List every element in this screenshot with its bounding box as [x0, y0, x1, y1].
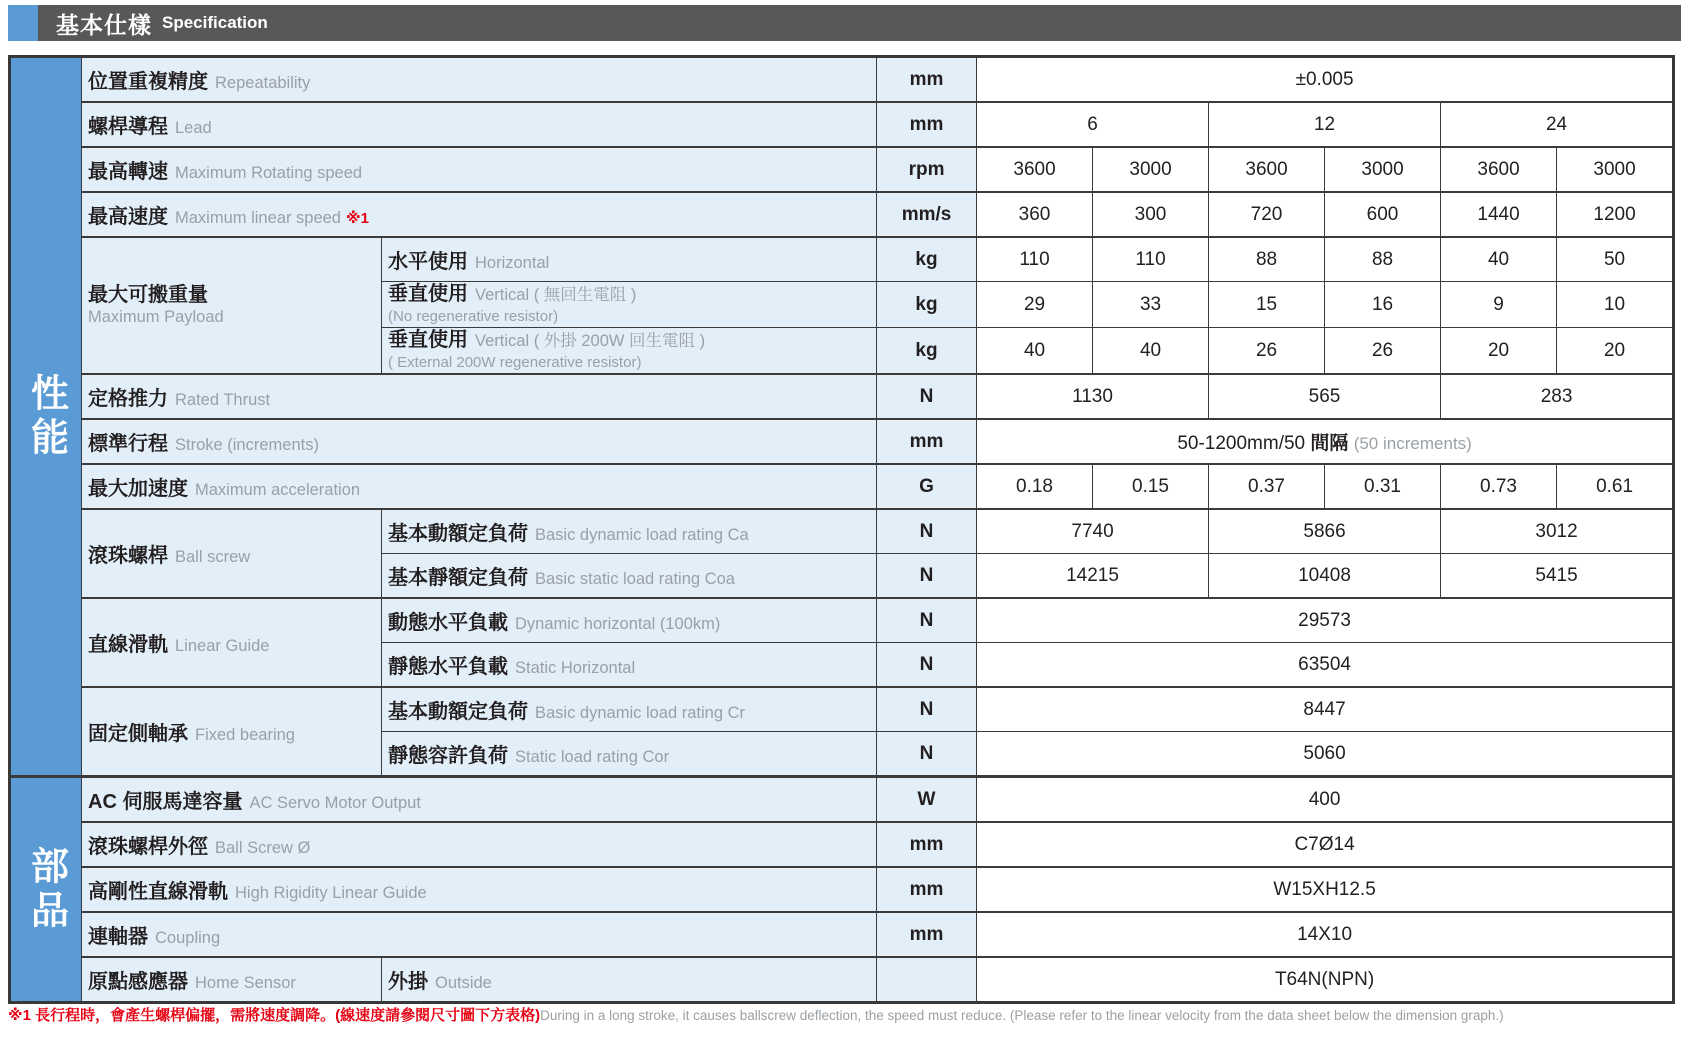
value-cell: 12: [1209, 102, 1441, 147]
row-label-max-payload: 最大可搬重量 Maximum Payload: [82, 237, 382, 374]
table-row: [10, 419, 1674, 464]
value-cell: 14215: [977, 554, 1209, 599]
value-cell: 50: [1557, 237, 1674, 282]
value-cell: 5866: [1209, 509, 1441, 554]
value-cell: 29: [977, 282, 1093, 328]
specification-table: [8, 55, 1675, 1004]
row-label-max-linear-speed: 最高速度 Maximum linear speed ※1: [82, 192, 877, 237]
subrow-label-horizontal: 水平使用 Horizontal: [382, 237, 877, 282]
row-label-fixed-bearing: 固定側軸承 Fixed bearing: [82, 687, 382, 777]
table-row: [10, 822, 1674, 867]
value-cell: 8447: [977, 687, 1674, 732]
value-cell: C7Ø14: [977, 822, 1674, 867]
row-label-lead: 螺桿導程 Lead: [82, 102, 877, 147]
unit-cell: mm/s: [877, 192, 977, 237]
unit-cell: [877, 957, 977, 1003]
footnote-text-zh: ※1 長行程時，會產生螺桿偏擺，需將速度調降。(線速度請參閱尺寸圖下方表格): [8, 1007, 541, 1024]
value-cell: 3600: [977, 147, 1093, 192]
unit-cell: mm: [877, 867, 977, 912]
unit-cell: W: [877, 777, 977, 823]
page-title-zh: 基本仕樣: [56, 11, 152, 38]
unit-cell: N: [877, 374, 977, 419]
value-cell: 50-1200mm/50 間隔 (50 increments): [977, 419, 1674, 464]
value-cell: 400: [977, 777, 1674, 823]
value-cell: 720: [1209, 192, 1325, 237]
value-cell: 9: [1441, 282, 1557, 328]
value-cell: ±0.005: [977, 57, 1674, 103]
subrow-label-vertical-ext-regen: 垂直使用 Vertical ( 外掛 200W 回生電阻 ) ( External 200W regenerative resistor): [382, 328, 877, 375]
row-label-rated-thrust: 定格推力 Rated Thrust: [82, 374, 877, 419]
value-cell: 3000: [1557, 147, 1674, 192]
footnote: [8, 1004, 1673, 1025]
value-cell: 10: [1557, 282, 1674, 328]
table-row: [10, 464, 1674, 509]
row-label-max-rotating-speed: 最高轉速 Maximum Rotating speed: [82, 147, 877, 192]
unit-cell: N: [877, 732, 977, 777]
value-cell: 110: [977, 237, 1093, 282]
row-label-max-acceleration: 最大加速度 Maximum acceleration: [82, 464, 877, 509]
value-cell: 40: [977, 328, 1093, 375]
title-band: [38, 5, 1681, 41]
value-cell: 3012: [1441, 509, 1674, 554]
unit-cell: mm: [877, 102, 977, 147]
unit-cell: kg: [877, 282, 977, 328]
row-label-ball-screw: 滾珠螺桿 Ball screw: [82, 509, 382, 598]
row-label-stroke: 標準行程 Stroke (increments): [82, 419, 877, 464]
value-cell: 360: [977, 192, 1093, 237]
row-label-repeatability: 位置重複精度 Repeatability: [82, 57, 877, 103]
value-cell: 26: [1325, 328, 1441, 375]
value-cell: 10408: [1209, 554, 1441, 599]
unit-cell: mm: [877, 57, 977, 103]
unit-cell: N: [877, 643, 977, 688]
value-cell: 29573: [977, 598, 1674, 643]
value-cell: 63504: [977, 643, 1674, 688]
value-cell: 0.61: [1557, 464, 1674, 509]
unit-cell: mm: [877, 822, 977, 867]
section-performance: 性能: [10, 57, 82, 777]
subrow-label-static-load-coa: 基本靜額定負荷 Basic static load rating Coa: [382, 554, 877, 599]
title-bar: [0, 5, 1681, 41]
value-cell: 16: [1325, 282, 1441, 328]
value-cell: 6: [977, 102, 1209, 147]
section-parts: 部品: [10, 777, 82, 1003]
subrow-label-dynamic-load-cr: 基本動額定負荷 Basic dynamic load rating Cr: [382, 687, 877, 732]
value-cell: 5060: [977, 732, 1674, 777]
subrow-label-dynamic-load-ca: 基本動額定負荷 Basic dynamic load rating Ca: [382, 509, 877, 554]
row-label-ball-screw-od: 滾珠螺桿外徑 Ball Screw Ø: [82, 822, 877, 867]
table-row: [10, 598, 1674, 643]
table-row: [10, 374, 1674, 419]
unit-cell: kg: [877, 328, 977, 375]
value-cell: 3000: [1325, 147, 1441, 192]
value-cell: 110: [1093, 237, 1209, 282]
footnote-marker: ※1: [345, 210, 369, 227]
page-title-en: Specification: [162, 13, 268, 32]
table-row: [10, 192, 1674, 237]
value-cell: 88: [1209, 237, 1325, 282]
value-cell: T64N(NPN): [977, 957, 1674, 1003]
table-row: [10, 57, 1674, 103]
subrow-label-outside: 外掛 Outside: [382, 957, 877, 1003]
row-label-home-sensor: 原點感應器 Home Sensor: [82, 957, 382, 1003]
value-cell: 600: [1325, 192, 1441, 237]
value-cell: 1130: [977, 374, 1209, 419]
value-cell: 26: [1209, 328, 1325, 375]
value-cell: 33: [1093, 282, 1209, 328]
table-row: [10, 957, 1674, 1003]
table-row: [10, 147, 1674, 192]
value-cell: 20: [1557, 328, 1674, 375]
table-row: [10, 867, 1674, 912]
row-label-coupling: 連軸器 Coupling: [82, 912, 877, 957]
unit-cell: N: [877, 509, 977, 554]
value-cell: 0.73: [1441, 464, 1557, 509]
subrow-label-static-horizontal: 靜態水平負載 Static Horizontal: [382, 643, 877, 688]
value-cell: 0.18: [977, 464, 1093, 509]
unit-cell: mm: [877, 912, 977, 957]
value-cell: 24: [1441, 102, 1674, 147]
value-cell: 3600: [1441, 147, 1557, 192]
value-cell: 0.31: [1325, 464, 1441, 509]
subrow-label-static-load-cor: 靜態容許負荷 Static load rating Cor: [382, 732, 877, 777]
table-row: [10, 509, 1674, 554]
footnote-text-en: During in a long stroke, it causes ballscrew deflection, the speed must reduce. (Please refer to the linear velocity from the data sheet below the dimension graph.): [540, 1008, 1504, 1023]
row-label-servo-output: AC 伺服馬達容量 AC Servo Motor Output: [82, 777, 877, 823]
value-cell: 565: [1209, 374, 1441, 419]
table-row: [10, 102, 1674, 147]
row-label-rigidity-guide: 高剛性直線滑軌 High Rigidity Linear Guide: [82, 867, 877, 912]
row-label-linear-guide: 直線滑軌 Linear Guide: [82, 598, 382, 687]
unit-cell: N: [877, 687, 977, 732]
value-cell: 7740: [977, 509, 1209, 554]
value-cell: 0.37: [1209, 464, 1325, 509]
value-cell: W15XH12.5: [977, 867, 1674, 912]
value-cell: 1200: [1557, 192, 1674, 237]
value-cell: 20: [1441, 328, 1557, 375]
unit-cell: N: [877, 554, 977, 599]
value-cell: 40: [1441, 237, 1557, 282]
title-accent-square: [8, 5, 38, 41]
value-cell: 1440: [1441, 192, 1557, 237]
subrow-label-vertical-no-regen: 垂直使用 Vertical ( 無回生電阻 ) (No regenerative resistor): [382, 282, 877, 328]
value-cell: 40: [1093, 328, 1209, 375]
table-row: [10, 237, 1674, 282]
value-cell: 3600: [1209, 147, 1325, 192]
value-cell: 0.15: [1093, 464, 1209, 509]
table-row: [10, 687, 1674, 732]
value-cell: 300: [1093, 192, 1209, 237]
unit-cell: rpm: [877, 147, 977, 192]
value-cell: 14X10: [977, 912, 1674, 957]
value-cell: 88: [1325, 237, 1441, 282]
unit-cell: G: [877, 464, 977, 509]
value-cell: 5415: [1441, 554, 1674, 599]
value-cell: 3000: [1093, 147, 1209, 192]
value-cell: 15: [1209, 282, 1325, 328]
unit-cell: kg: [877, 237, 977, 282]
table-row: [10, 912, 1674, 957]
unit-cell: mm: [877, 419, 977, 464]
table-row: [10, 777, 1674, 823]
unit-cell: N: [877, 598, 977, 643]
value-cell: 283: [1441, 374, 1674, 419]
subrow-label-dynamic-horizontal: 動態水平負載 Dynamic horizontal (100km): [382, 598, 877, 643]
